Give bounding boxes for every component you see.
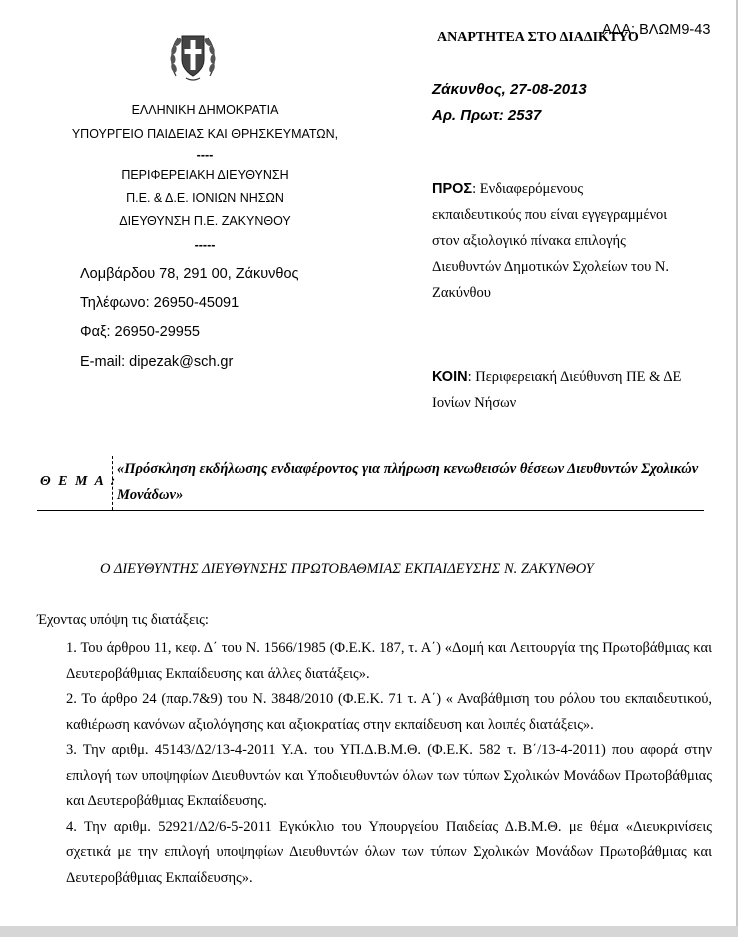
cc-label: ΚΟΙΝ bbox=[432, 369, 468, 385]
recipient-block bbox=[432, 176, 672, 306]
recipient-label: ΠΡΟΣ bbox=[432, 181, 473, 197]
clause-item: 2. Το άρθρο 24 (παρ.7&9) του Ν. 3848/2010 (Φ.Ε.Κ. 71 τ. Α΄) « Αναβάθμιση του ρόλου του εκπαιδευτικού, καθιέρωση κανόνων αξιολόγησης και αξιοκρατίας στην εκπαίδευση και λοιπές διατάξεις». bbox=[66, 691, 712, 733]
direction-name: ΔΙΕΥΘΥΝΣΗ Π.Ε. ΖΑΚΥΝΘΟΥ bbox=[119, 214, 291, 228]
country-name: ΕΛΛΗΝΙΚΗ ΔΗΜΟΚΡΑΤΙΑ bbox=[131, 103, 279, 117]
phone: Τηλέφωνο: 26950-45091 bbox=[80, 295, 240, 311]
regional-direction: ΠΕΡΙΦΕΡΕΙΑΚΗ ΔΙΕΥΘΥΝΣΗ bbox=[121, 168, 289, 182]
clauses-list bbox=[66, 636, 712, 891]
clause-item: 3. Την αριθμ. 45143/Δ2/13-4-2011 Υ.Α. του ΥΠ.Δ.Β.Μ.Θ. (Φ.Ε.Κ. 582 τ. Β΄/13-4-2011) που αφορά στην επιλογή των υποψηφίων Διευθυντών και Υποδιευθυντών όλων των τύπων Σχολικών Μονάδων Πρωτοβάθμιας και Δευτεροβάθμιας Εκπαίδευσης. bbox=[66, 742, 712, 809]
ministry-name: ΥΠΟΥΡΓΕΙΟ ΠΑΙΔΕΙΑΣ ΚΑΙ ΘΡΗΣΚΕΥΜΑΤΩΝ, bbox=[71, 127, 339, 141]
fax: Φαξ: 26950-29955 bbox=[80, 324, 200, 340]
greek-emblem-icon bbox=[168, 26, 218, 84]
director-heading: Ο ΔΙΕΥΘΥΝΤΗΣ ΔΙΕΥΘΥΝΣΗΣ ΠΡΩΤΟΒΑΘΜΙΑΣ ΕΚΠΑΙΔΕΥΣΗΣ Ν. ΖΑΚΥΝΘΟΥ bbox=[100, 561, 594, 577]
ada-code: ΑΔΑ: ΒΛΩΜ9-43 bbox=[602, 22, 711, 38]
viewer-bottom-bar bbox=[0, 926, 738, 937]
email: E-mail: dipezak@sch.gr bbox=[80, 354, 234, 370]
separator: ----- bbox=[194, 238, 216, 252]
clause-item: 1. Του άρθρου 11, κεφ. Δ΄ του Ν. 1566/1985 (Φ.Ε.Κ. 187, τ. Α΄) «Δομή και Λειτουργία της Πρωτοβάθμιας και Δευτεροβάθμιας Εκπαίδευσης και άλλες διατάξεις». bbox=[66, 640, 712, 682]
subject-label: Θ Ε Μ Α : bbox=[40, 474, 118, 489]
clause-item: 4. Την αριθμ. 52921/Δ2/6-5-2011 Εγκύκλιο του Υπουργείου Παιδείας Δ.Β.Μ.Θ. με θέμα «Διευκρινίσεις σχετικά με την επιλογή υποψηφίων Διευθυντών όλων των τύπων Σχολικών Μονάδων Πρωτοβάθμιας και Δευτεροβάθμιας Εκπαίδευσης». bbox=[66, 818, 712, 886]
cc-block bbox=[432, 364, 692, 416]
intro-text: Έχοντας υπόψη τις διατάξεις: bbox=[37, 612, 209, 628]
protocol-number: Αρ. Πρωτ: 2537 bbox=[432, 107, 542, 124]
subject-text: «Πρόσκληση εκδήλωσης ενδιαφέροντος για πλήρωση κενωθεισών θέσεων Διευθυντών Σχολικών Μονάδων» bbox=[117, 461, 699, 503]
address: Λομβάρδου 78, 291 00, Ζάκυνθος bbox=[80, 266, 299, 282]
posting-notice: ΑΝΑΡΤΗΤΕΑ ΣΤΟ ΔΙΑΔΙΚΤΥΟ bbox=[437, 30, 639, 45]
cc-text: : Περιφερειακή Διεύθυνση ΠΕ & ΔΕ Ιονίων Νήσων bbox=[432, 369, 682, 411]
recipient-text: : Ενδιαφερόμενους εκπαιδευτικούς που είναι εγγεγραμμένοι στον αξιολογικό πίνακα επιλογής Διευθυντών Δημοτικών Σχολείων του Ν. Ζακύνθου bbox=[432, 181, 670, 301]
separator: ---- bbox=[196, 148, 214, 162]
document-date: Ζάκυνθος, 27-08-2013 bbox=[432, 81, 587, 98]
regional-area: Π.Ε. & Δ.Ε. ΙΟΝΙΩΝ ΝΗΣΩΝ bbox=[126, 191, 284, 205]
